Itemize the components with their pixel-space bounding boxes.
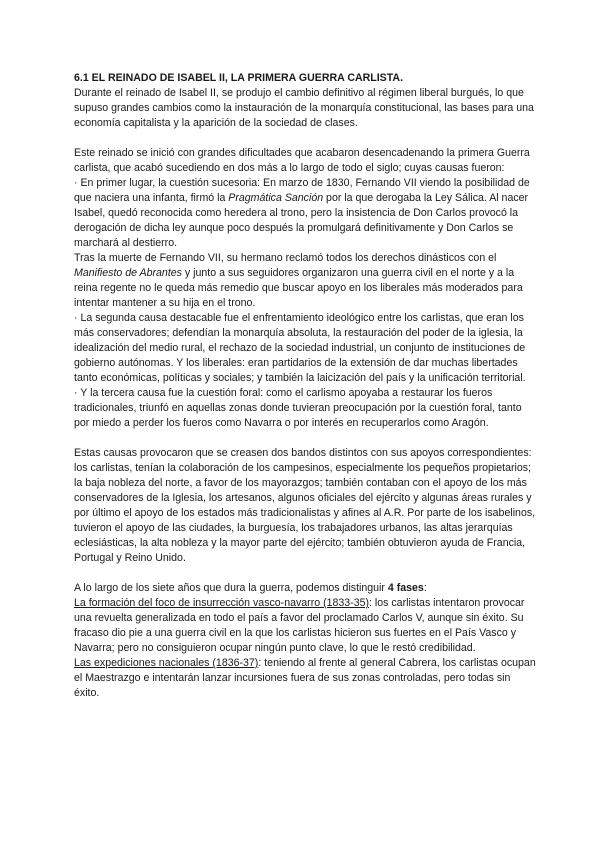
phase-2-label: Las expediciones nacionales (1836-37): [74, 657, 259, 669]
causes-intro-paragraph: Este reinado se inició con grandes dificultades que acabaron desencadenando la primera Guerra carlista, que acabó sucediendo en dos más a lo largo de todo el siglo; cuyas causas fueron:: [74, 147, 530, 174]
intro-paragraph: Durante el reinado de Isabel II, se produjo el cambio definitivo al régimen liberal burgués, lo que supuso grandes cambios como la instauración de la monarquía constitucional, las bases para una economía capitalista y la aparición de la sociedad de clases.: [74, 87, 534, 129]
phases-count: 4 fases: [387, 582, 424, 594]
phase-2-paragraph: [74, 656, 536, 701]
cause-2-paragraph: · La segunda causa destacable fue el enfrentamiento ideológico entre los carlistas, que eran los más conservadores; defendían la monarquía absoluta, la restauración del poder de la iglesia, la idealización del medio rural, el rechazo de la sociedad industrial, un conjunto de instituciones de gobierno autónomas. Y los liberales: eran partidarios de la extensión de dar muchas libertades tanto económicas, políticas y sociales; y también la laicización del país y la unificación territorial.: [74, 312, 526, 384]
phase-2-text: : teniendo al frente al general Cabrera, los carlistas ocupan el Maestrazgo e intentarán lanzar incursiones fuera de sus zonas controladas, pero todas sin éxito.: [74, 657, 536, 699]
cause-1-paragraph: [74, 176, 536, 251]
phases-intro-text: A lo largo de los siete años que dura la guerra, podemos distinguir: [74, 582, 388, 594]
section-title: 6.1 EL REINADO DE ISABEL II, LA PRIMERA GUERRA CARLISTA.: [74, 72, 404, 84]
phases-intro-end: :: [423, 582, 427, 594]
manifiesto-term: Manifiesto de Abrantes: [74, 267, 182, 279]
cause-1-text-start: · En primer lugar, la cuestión sucesoria: En marzo de 1830, Fernando VII viendo la posibilidad de que naciera una infanta, firmó la: [74, 177, 530, 204]
followup-text-start: Tras la muerte de Fernando VII, su hermano reclamó todos los derechos dinásticos con el: [74, 252, 497, 264]
cause-1-text-end: por la que derogaba la Ley Sálica. Al nacer Isabel, quedó reconocida como heredera al trono, pero la insistencia de Don Carlos provocó la derogación de dicha ley aunque poco después la promulgará definitivamente y Don Carlos se marchará al destierro.: [74, 192, 529, 249]
phase-1-paragraph: [74, 596, 536, 656]
paragraph-gap: [74, 566, 536, 581]
document-body: [74, 71, 536, 701]
cause-1-followup-paragraph: [74, 251, 536, 311]
phase-1-label: La formación del foco de insurrección vasco-navarro (1833-35): [74, 597, 370, 609]
followup-text-end: y junto a sus seguidores organizaron una guerra civil en el norte y a la reina regente no le queda más remedio que buscar apoyo en los liberales más moderados para intentar mantener a su hija en el trono.: [74, 267, 523, 309]
sides-paragraph: Estas causas provocaron que se creasen dos bandos distintos con sus apoyos correspondientes: los carlistas, tenían la colaboración de los campesinos, especialmente los pequeños propietarios; la baja nobleza del norte, a favor de los mayorazgos; también contaban con el apoyo de los más conservadores de la Iglesia, los artesanos, algunos oficiales del ejército y algunas áreas rurales y por último el apoyo de los estados más tradicionalistas y afines al A.R. Por parte de los isabelinos, tuvieron el apoyo de las ciudades, la burguesía, los trabajadores urbanos, las altas jerarquías eclesiásticas, la alta nobleza y la mayor parte del ejército; también obtuvieron ayuda de Francia, Portugal y Reino Unido.: [74, 447, 536, 564]
phase-1-text: : los carlistas intentaron provocar una revuelta generalizada en todo el país a favor del proclamado Carlos V, aunque sin éxito. Su fracaso dio pie a una guerra civil en la que los carlistas hicieron sus fuertes en el País Vasco y Navarra; pero no consiguieron ocupar ningún punto clave, lo que le restó credibilidad.: [74, 597, 525, 654]
phases-intro-paragraph: [74, 581, 536, 596]
pragmatica-sancion-term: Pragmática Sanción: [228, 192, 324, 204]
paragraph-gap: [74, 431, 536, 446]
cause-3-paragraph: · Y la tercera causa fue la cuestión foral: como el carlismo apoyaba a restaurar los fueros tradicionales, triunfó en aquellas zonas donde tuvieran preocupación por la cuestión foral, tanto por miedo a perder los fueros como Navarra o por interés en recuperarlos como Aragón.: [74, 387, 522, 429]
paragraph-gap: [74, 131, 536, 146]
